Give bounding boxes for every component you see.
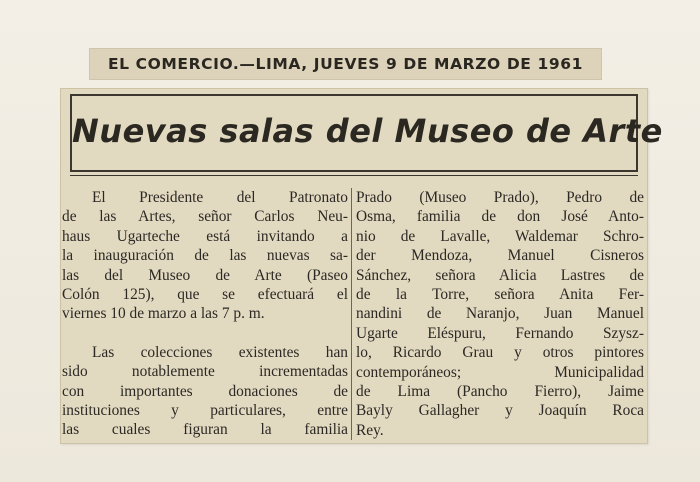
body-line: der Mendoza, Manuel Cisneros (356, 247, 644, 265)
body-line: haus Ugarteche está invitando a (62, 227, 348, 245)
body-line: Rey. (356, 421, 384, 439)
newspaper-masthead-clipping (89, 48, 602, 80)
paragraph-gap (62, 324, 348, 343)
headline-frame (70, 94, 663, 172)
body-line: la inauguración de las nuevas sa- (62, 247, 348, 265)
body-line: Prado (Museo Prado), Pedro de (356, 189, 644, 206)
body-line: de la Torre, señora Anita Fer- (356, 286, 644, 304)
body-line: de Lima (Pancho Fierro), Jaime (356, 383, 644, 401)
masthead-text: EL COMERCIO.—LIMA, JUEVES 9 DE MARZO DE 1961 (107, 55, 584, 73)
body-line: lo, Ricardo Grau y otros pintores (356, 344, 644, 362)
article-column-right (356, 188, 644, 440)
body-line: nandini de Naranjo, Juan Manuel (356, 305, 644, 323)
column-divider (351, 188, 352, 440)
body-line: Bayly Gallagher y Joaquín Roca (356, 402, 644, 420)
body-line: las del Museo de Arte (Paseo (62, 266, 348, 284)
body-line: viernes 10 de marzo a las 7 p. m. (62, 305, 265, 323)
body-line: con importantes donaciones de (62, 382, 348, 400)
body-line: Osma, familia de don José Anto- (356, 208, 644, 226)
body-line: Ugarte Eléspuru, Fernando Szysz- (356, 324, 644, 342)
body-line: nio de Lavalle, Waldemar Schro- (356, 227, 644, 245)
body-line: las cuales figuran la familia (62, 421, 348, 439)
body-line: Colón 125), que se efectuará el (62, 286, 348, 304)
body-line: de las Artes, señor Carlos Neu- (62, 208, 348, 226)
body-line: sido notablemente incrementadas (62, 363, 348, 381)
article-column-left (62, 188, 348, 440)
body-line: El Presidente del Patronato (92, 189, 348, 206)
body-line: contemporáneos; Municipalidad (356, 363, 644, 381)
body-line: instituciones y particulares, entre (62, 402, 348, 420)
article-headline: Nuevas salas del Museo de Arte (72, 112, 663, 150)
body-line: Las colecciones existentes han (92, 343, 348, 361)
body-line: Sánchez, señora Alicia Lastres de (356, 266, 644, 284)
article-clipping (60, 88, 663, 444)
